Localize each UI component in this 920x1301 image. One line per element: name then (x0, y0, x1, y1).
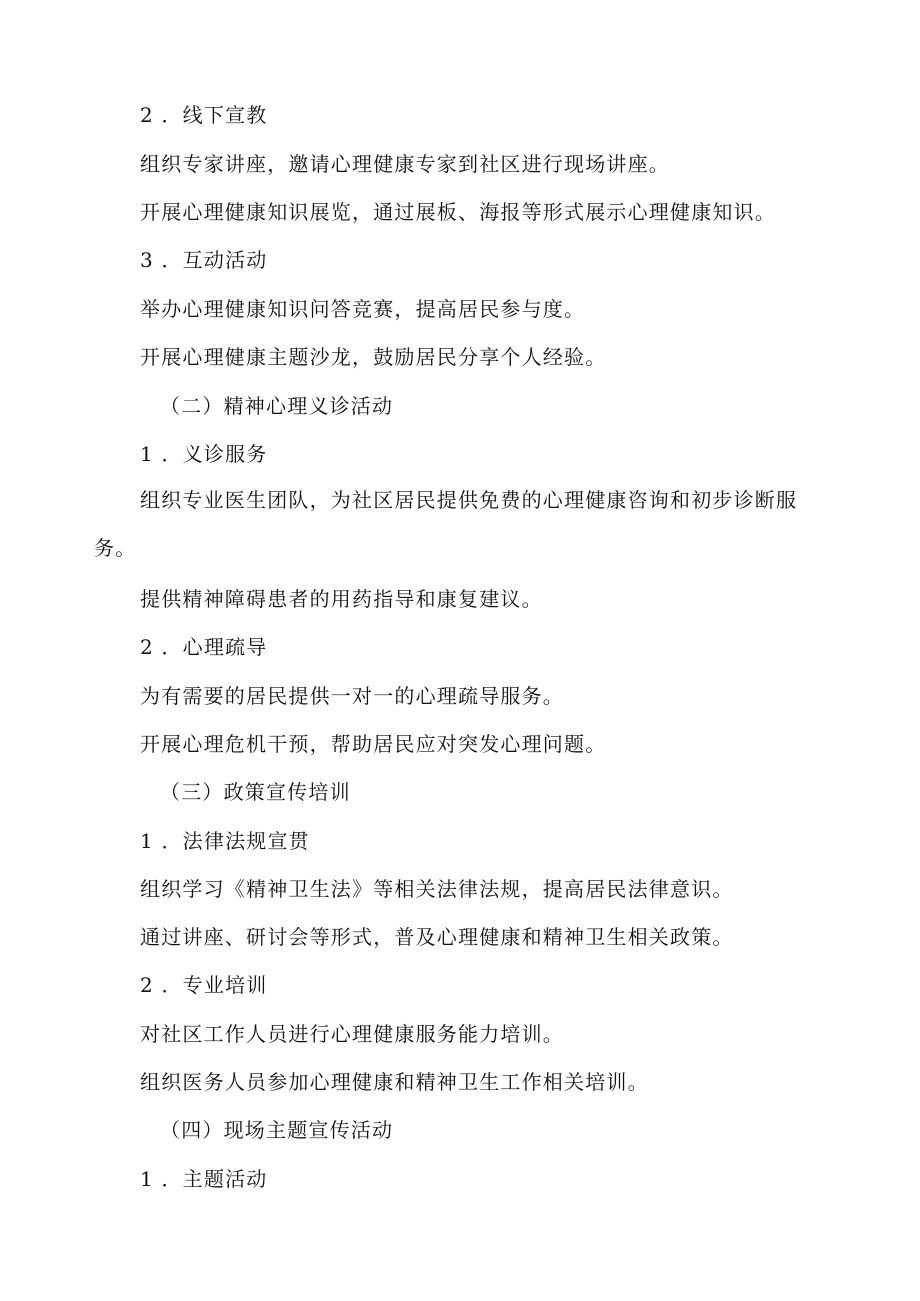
subheading-interactive-activities: 3 ．互动活动 (140, 248, 268, 272)
paragraph-crisis-intervention: 开展心理危机干预，帮助居民应对突发心理问题。 (140, 732, 607, 756)
subheading-clinic-service: 1 ．义诊服务 (140, 442, 268, 466)
paragraph-doctor-team-line1: 组织专业医生团队，为社区居民提供免费的心理健康咨询和初步诊断服 (140, 488, 798, 512)
paragraph-doctor-team-line2: 务。 (94, 536, 137, 560)
subheading-professional-training: 2 ．专业培训 (140, 973, 268, 997)
paragraph-one-on-one: 为有需要的居民提供一对一的心理疏导服务。 (140, 684, 564, 708)
paragraph-medical-staff-training: 组织医务人员参加心理健康和精神卫生工作相关培训。 (140, 1070, 649, 1094)
subheading-law-promotion: 1 ．法律法规宣贯 (140, 829, 310, 853)
section-heading-free-clinic: （二）精神心理义诊活动 (160, 394, 394, 418)
paragraph-knowledge-exhibition: 开展心理健康知识展览，通过展板、海报等形式展示心理健康知识。 (140, 200, 776, 224)
paragraph-themed-salon: 开展心理健康主题沙龙，鼓励居民分享个人经验。 (140, 345, 607, 369)
paragraph-medication-guidance: 提供精神障碍患者的用药指导和康复建议。 (140, 587, 543, 611)
subheading-psych-counseling: 2 ．心理疏导 (140, 635, 268, 659)
subheading-theme-activities: 1 ．主题活动 (140, 1167, 268, 1191)
paragraph-mental-health-law: 组织学习《精神卫生法》等相关法律法规，提高居民法律意识。 (140, 877, 734, 901)
section-heading-policy-training: （三）政策宣传培训 (160, 780, 351, 804)
subheading-offline-education: 2 ．线下宣教 (140, 103, 268, 127)
paragraph-doctor-team (94, 476, 830, 572)
paragraph-expert-lecture: 组织专家讲座，邀请心理健康专家到社区进行现场讲座。 (140, 152, 670, 176)
section-heading-onsite-campaign: （四）现场主题宣传活动 (160, 1118, 394, 1142)
paragraph-staff-training: 对社区工作人员进行心理健康服务能力培训。 (140, 1022, 564, 1046)
paragraph-lecture-seminar: 通过讲座、研讨会等形式，普及心理健康和精神卫生相关政策。 (140, 925, 734, 949)
paragraph-quiz-competition: 举办心理健康知识问答竞赛，提高居民参与度。 (140, 297, 586, 321)
